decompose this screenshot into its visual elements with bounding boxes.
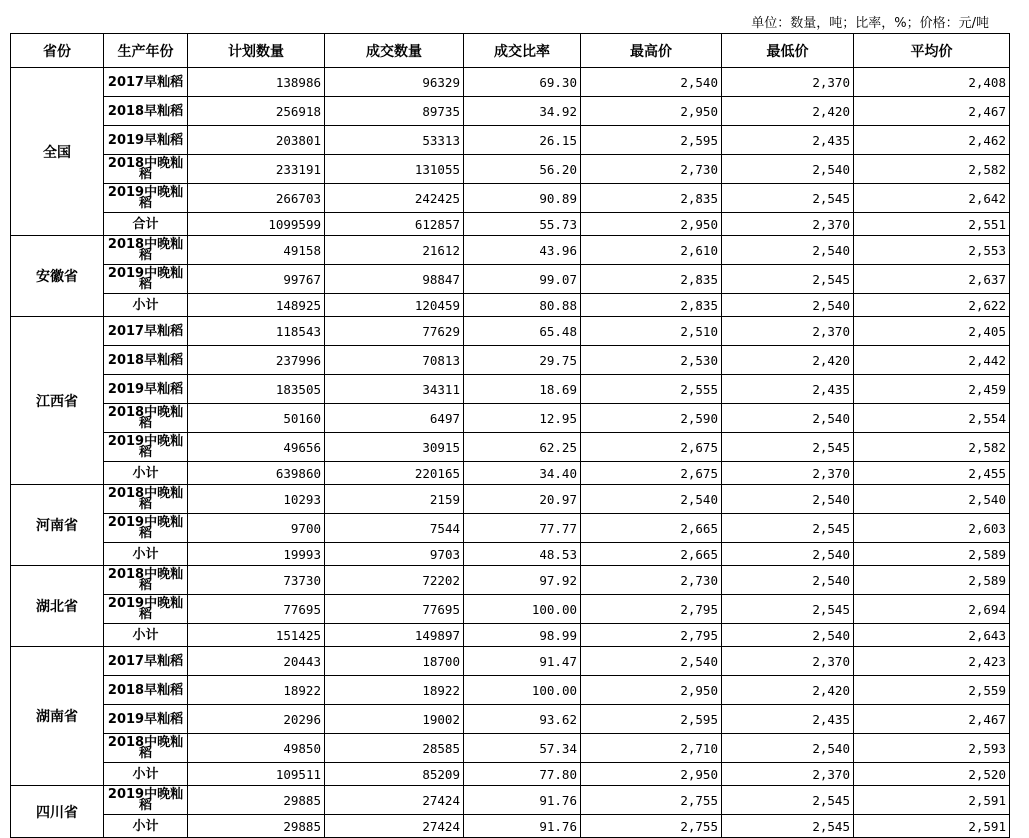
deal-cell: 6497	[325, 404, 464, 433]
ratio-cell: 91.47	[464, 647, 581, 676]
table-row	[11, 155, 1010, 184]
max-price-cell: 2,755	[581, 815, 722, 838]
avg-price-cell: 2,582	[854, 155, 1010, 184]
year-cell: 小计	[104, 624, 188, 647]
year-cell: 2018中晚籼稻	[104, 485, 188, 514]
header-year: 生产年份	[104, 34, 188, 68]
avg-price-cell: 2,405	[854, 317, 1010, 346]
avg-price-cell: 2,589	[854, 543, 1010, 566]
plan-cell: 10293	[188, 485, 325, 514]
table-row	[11, 647, 1010, 676]
avg-price-cell: 2,554	[854, 404, 1010, 433]
deal-cell: 220165	[325, 462, 464, 485]
ratio-cell: 80.88	[464, 294, 581, 317]
max-price-cell: 2,665	[581, 514, 722, 543]
ratio-cell: 100.00	[464, 595, 581, 624]
avg-price-cell: 2,553	[854, 236, 1010, 265]
avg-price-cell: 2,540	[854, 485, 1010, 514]
header-deal: 成交数量	[325, 34, 464, 68]
province-cell: 全国	[11, 68, 104, 236]
year-cell: 合计	[104, 213, 188, 236]
max-price-cell: 2,950	[581, 676, 722, 705]
min-price-cell: 2,545	[722, 433, 854, 462]
table-row	[11, 595, 1010, 624]
min-price-cell: 2,420	[722, 676, 854, 705]
ratio-cell: 43.96	[464, 236, 581, 265]
max-price-cell: 2,950	[581, 97, 722, 126]
min-price-cell: 2,540	[722, 734, 854, 763]
avg-price-cell: 2,622	[854, 294, 1010, 317]
table-row	[11, 294, 1010, 317]
avg-price-cell: 2,643	[854, 624, 1010, 647]
year-cell: 小计	[104, 763, 188, 786]
plan-cell: 49656	[188, 433, 325, 462]
plan-cell: 109511	[188, 763, 325, 786]
table-row	[11, 734, 1010, 763]
deal-cell: 30915	[325, 433, 464, 462]
year-cell: 小计	[104, 294, 188, 317]
year-cell: 2019早籼稻	[104, 126, 188, 155]
avg-price-cell: 2,589	[854, 566, 1010, 595]
min-price-cell: 2,420	[722, 97, 854, 126]
ratio-cell: 20.97	[464, 485, 581, 514]
plan-cell: 266703	[188, 184, 325, 213]
min-price-cell: 2,545	[722, 184, 854, 213]
year-cell: 2018早籼稻	[104, 346, 188, 375]
max-price-cell: 2,610	[581, 236, 722, 265]
plan-cell: 73730	[188, 566, 325, 595]
year-cell: 2019中晚籼稻	[104, 514, 188, 543]
min-price-cell: 2,370	[722, 68, 854, 97]
plan-cell: 77695	[188, 595, 325, 624]
max-price-cell: 2,665	[581, 543, 722, 566]
ratio-cell: 12.95	[464, 404, 581, 433]
min-price-cell: 2,545	[722, 815, 854, 838]
max-price-cell: 2,510	[581, 317, 722, 346]
header-plan: 计划数量	[188, 34, 325, 68]
year-cell: 2018中晚籼稻	[104, 566, 188, 595]
max-price-cell: 2,675	[581, 462, 722, 485]
avg-price-cell: 2,591	[854, 815, 1010, 838]
avg-price-cell: 2,591	[854, 786, 1010, 815]
min-price-cell: 2,370	[722, 763, 854, 786]
max-price-cell: 2,530	[581, 346, 722, 375]
deal-cell: 149897	[325, 624, 464, 647]
max-price-cell: 2,540	[581, 647, 722, 676]
ratio-cell: 29.75	[464, 346, 581, 375]
max-price-cell: 2,555	[581, 375, 722, 404]
max-price-cell: 2,835	[581, 294, 722, 317]
plan-cell: 148925	[188, 294, 325, 317]
plan-cell: 1099599	[188, 213, 325, 236]
year-cell: 2018中晚籼稻	[104, 155, 188, 184]
ratio-cell: 100.00	[464, 676, 581, 705]
deal-cell: 53313	[325, 126, 464, 155]
plan-cell: 256918	[188, 97, 325, 126]
deal-cell: 34311	[325, 375, 464, 404]
deal-cell: 18700	[325, 647, 464, 676]
min-price-cell: 2,545	[722, 514, 854, 543]
year-cell: 2019早籼稻	[104, 705, 188, 734]
ratio-cell: 77.80	[464, 763, 581, 786]
table-row	[11, 317, 1010, 346]
deal-cell: 28585	[325, 734, 464, 763]
header-avg: 平均价	[854, 34, 1010, 68]
year-cell: 小计	[104, 815, 188, 838]
avg-price-cell: 2,642	[854, 184, 1010, 213]
ratio-cell: 77.77	[464, 514, 581, 543]
max-price-cell: 2,595	[581, 705, 722, 734]
avg-price-cell: 2,467	[854, 705, 1010, 734]
ratio-cell: 55.73	[464, 213, 581, 236]
year-cell: 2017早籼稻	[104, 317, 188, 346]
deal-cell: 72202	[325, 566, 464, 595]
avg-price-cell: 2,459	[854, 375, 1010, 404]
table-row	[11, 566, 1010, 595]
year-cell: 2018中晚籼稻	[104, 734, 188, 763]
ratio-cell: 34.92	[464, 97, 581, 126]
year-cell: 2017早籼稻	[104, 647, 188, 676]
min-price-cell: 2,370	[722, 213, 854, 236]
table-row	[11, 485, 1010, 514]
deal-cell: 7544	[325, 514, 464, 543]
province-cell: 湖南省	[11, 647, 104, 786]
max-price-cell: 2,730	[581, 566, 722, 595]
min-price-cell: 2,540	[722, 566, 854, 595]
plan-cell: 639860	[188, 462, 325, 485]
min-price-cell: 2,540	[722, 624, 854, 647]
plan-cell: 118543	[188, 317, 325, 346]
header-min: 最低价	[722, 34, 854, 68]
min-price-cell: 2,370	[722, 647, 854, 676]
auction-results-table	[10, 33, 1010, 838]
avg-price-cell: 2,462	[854, 126, 1010, 155]
min-price-cell: 2,420	[722, 346, 854, 375]
deal-cell: 70813	[325, 346, 464, 375]
max-price-cell: 2,950	[581, 763, 722, 786]
deal-cell: 18922	[325, 676, 464, 705]
min-price-cell: 2,545	[722, 595, 854, 624]
ratio-cell: 62.25	[464, 433, 581, 462]
min-price-cell: 2,435	[722, 375, 854, 404]
province-cell: 河南省	[11, 485, 104, 566]
year-cell: 2019早籼稻	[104, 375, 188, 404]
year-cell: 2019中晚籼稻	[104, 595, 188, 624]
plan-cell: 18922	[188, 676, 325, 705]
plan-cell: 183505	[188, 375, 325, 404]
max-price-cell: 2,730	[581, 155, 722, 184]
table-row	[11, 97, 1010, 126]
plan-cell: 138986	[188, 68, 325, 97]
table-row	[11, 676, 1010, 705]
max-price-cell: 2,540	[581, 485, 722, 514]
ratio-cell: 26.15	[464, 126, 581, 155]
min-price-cell: 2,540	[722, 155, 854, 184]
max-price-cell: 2,675	[581, 433, 722, 462]
table-row	[11, 543, 1010, 566]
min-price-cell: 2,540	[722, 236, 854, 265]
deal-cell: 2159	[325, 485, 464, 514]
ratio-cell: 34.40	[464, 462, 581, 485]
table-row	[11, 184, 1010, 213]
max-price-cell: 2,950	[581, 213, 722, 236]
max-price-cell: 2,710	[581, 734, 722, 763]
ratio-cell: 90.89	[464, 184, 581, 213]
deal-cell: 98847	[325, 265, 464, 294]
avg-price-cell: 2,559	[854, 676, 1010, 705]
avg-price-cell: 2,551	[854, 213, 1010, 236]
header-max: 最高价	[581, 34, 722, 68]
province-cell: 四川省	[11, 786, 104, 838]
ratio-cell: 18.69	[464, 375, 581, 404]
avg-price-cell: 2,603	[854, 514, 1010, 543]
avg-price-cell: 2,582	[854, 433, 1010, 462]
plan-cell: 9700	[188, 514, 325, 543]
deal-cell: 77695	[325, 595, 464, 624]
year-cell: 2018早籼稻	[104, 97, 188, 126]
ratio-cell: 91.76	[464, 815, 581, 838]
deal-cell: 27424	[325, 786, 464, 815]
table-row	[11, 763, 1010, 786]
avg-price-cell: 2,408	[854, 68, 1010, 97]
ratio-cell: 56.20	[464, 155, 581, 184]
unit-note: 单位：数量，吨；比率，%；价格：元/吨	[751, 16, 989, 31]
deal-cell: 612857	[325, 213, 464, 236]
year-cell: 2017早籼稻	[104, 68, 188, 97]
deal-cell: 242425	[325, 184, 464, 213]
plan-cell: 203801	[188, 126, 325, 155]
max-price-cell: 2,755	[581, 786, 722, 815]
min-price-cell: 2,435	[722, 126, 854, 155]
table-row	[11, 346, 1010, 375]
avg-price-cell: 2,694	[854, 595, 1010, 624]
avg-price-cell: 2,593	[854, 734, 1010, 763]
min-price-cell: 2,370	[722, 317, 854, 346]
header-province: 省份	[11, 34, 104, 68]
plan-cell: 29885	[188, 815, 325, 838]
min-price-cell: 2,545	[722, 786, 854, 815]
header-row	[11, 34, 1010, 68]
year-cell: 2019中晚籼稻	[104, 265, 188, 294]
ratio-cell: 57.34	[464, 734, 581, 763]
plan-cell: 49158	[188, 236, 325, 265]
province-cell: 江西省	[11, 317, 104, 485]
max-price-cell: 2,835	[581, 265, 722, 294]
ratio-cell: 93.62	[464, 705, 581, 734]
max-price-cell: 2,595	[581, 126, 722, 155]
year-cell: 2019中晚籼稻	[104, 433, 188, 462]
table-row	[11, 815, 1010, 838]
plan-cell: 50160	[188, 404, 325, 433]
header-ratio: 成交比率	[464, 34, 581, 68]
table-row	[11, 514, 1010, 543]
table-row	[11, 624, 1010, 647]
plan-cell: 237996	[188, 346, 325, 375]
deal-cell: 19002	[325, 705, 464, 734]
table-row	[11, 375, 1010, 404]
year-cell: 2018中晚籼稻	[104, 404, 188, 433]
plan-cell: 29885	[188, 786, 325, 815]
max-price-cell: 2,795	[581, 595, 722, 624]
table-row	[11, 462, 1010, 485]
table-row	[11, 68, 1010, 97]
table-body	[11, 68, 1010, 838]
deal-cell: 9703	[325, 543, 464, 566]
table-row	[11, 213, 1010, 236]
deal-cell: 96329	[325, 68, 464, 97]
min-price-cell: 2,545	[722, 265, 854, 294]
max-price-cell: 2,540	[581, 68, 722, 97]
table-row	[11, 126, 1010, 155]
ratio-cell: 69.30	[464, 68, 581, 97]
min-price-cell: 2,540	[722, 543, 854, 566]
table-row	[11, 705, 1010, 734]
deal-cell: 27424	[325, 815, 464, 838]
max-price-cell: 2,590	[581, 404, 722, 433]
plan-cell: 99767	[188, 265, 325, 294]
year-cell: 小计	[104, 543, 188, 566]
ratio-cell: 65.48	[464, 317, 581, 346]
ratio-cell: 98.99	[464, 624, 581, 647]
deal-cell: 21612	[325, 236, 464, 265]
deal-cell: 131055	[325, 155, 464, 184]
avg-price-cell: 2,442	[854, 346, 1010, 375]
year-cell: 2018早籼稻	[104, 676, 188, 705]
min-price-cell: 2,540	[722, 485, 854, 514]
plan-cell: 49850	[188, 734, 325, 763]
avg-price-cell: 2,455	[854, 462, 1010, 485]
min-price-cell: 2,370	[722, 462, 854, 485]
table-row	[11, 404, 1010, 433]
plan-cell: 19993	[188, 543, 325, 566]
plan-cell: 151425	[188, 624, 325, 647]
ratio-cell: 97.92	[464, 566, 581, 595]
deal-cell: 89735	[325, 97, 464, 126]
year-cell: 2019中晚籼稻	[104, 786, 188, 815]
table-row	[11, 433, 1010, 462]
ratio-cell: 48.53	[464, 543, 581, 566]
year-cell: 2018中晚籼稻	[104, 236, 188, 265]
table-row	[11, 265, 1010, 294]
avg-price-cell: 2,520	[854, 763, 1010, 786]
ratio-cell: 99.07	[464, 265, 581, 294]
province-cell: 安徽省	[11, 236, 104, 317]
min-price-cell: 2,540	[722, 404, 854, 433]
deal-cell: 120459	[325, 294, 464, 317]
deal-cell: 85209	[325, 763, 464, 786]
table-row	[11, 236, 1010, 265]
avg-price-cell: 2,423	[854, 647, 1010, 676]
avg-price-cell: 2,637	[854, 265, 1010, 294]
plan-cell: 20443	[188, 647, 325, 676]
table-row	[11, 786, 1010, 815]
min-price-cell: 2,435	[722, 705, 854, 734]
plan-cell: 233191	[188, 155, 325, 184]
plan-cell: 20296	[188, 705, 325, 734]
min-price-cell: 2,540	[722, 294, 854, 317]
ratio-cell: 91.76	[464, 786, 581, 815]
deal-cell: 77629	[325, 317, 464, 346]
year-cell: 小计	[104, 462, 188, 485]
province-cell: 湖北省	[11, 566, 104, 647]
max-price-cell: 2,795	[581, 624, 722, 647]
max-price-cell: 2,835	[581, 184, 722, 213]
avg-price-cell: 2,467	[854, 97, 1010, 126]
year-cell: 2019中晚籼稻	[104, 184, 188, 213]
